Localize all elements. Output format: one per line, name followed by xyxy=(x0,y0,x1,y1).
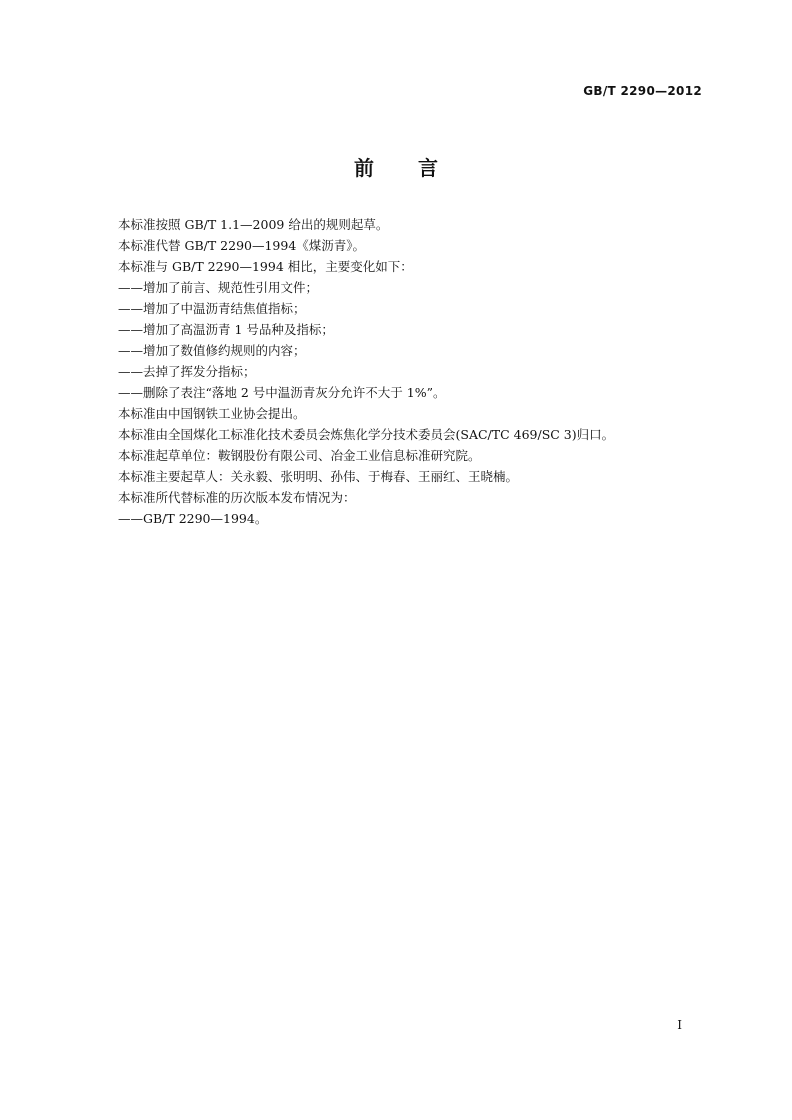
body-line: 本标准起草单位：鞍钢股份有限公司、冶金工业信息标准研究院。 xyxy=(118,448,481,463)
change-item: ——增加了中温沥青结焦值指标； xyxy=(118,301,306,316)
change-item: ——增加了前言、规范性引用文件； xyxy=(118,280,319,295)
history-item: ——GB/T 2290—1994。 xyxy=(118,511,268,526)
preface-body xyxy=(118,214,708,529)
body-line: 本标准代替 GB/T 2290—1994《煤沥青》。 xyxy=(118,238,366,253)
page-number: I xyxy=(677,1018,682,1032)
page-title: 前言 xyxy=(354,156,482,180)
body-line: 本标准所代替标准的历次版本发布情况为： xyxy=(118,490,356,505)
change-item: ——去掉了挥发分指标； xyxy=(118,364,256,379)
change-item: ——增加了高温沥青 1 号品种及指标； xyxy=(118,322,334,337)
body-line: 本标准主要起草人：关永毅、张明明、孙伟、于梅春、王丽红、王晓楠。 xyxy=(118,469,519,484)
standard-code: GB/T 2290—2012 xyxy=(583,84,702,98)
body-line: 本标准由全国煤化工标准化技术委员会炼焦化学分技术委员会(SAC/TC 469/SC 3)归口。 xyxy=(118,427,615,442)
body-line: 本标准由中国钢铁工业协会提出。 xyxy=(118,406,306,421)
change-item: ——删除了表注“落地 2 号中温沥青灰分允许不大于 1%”。 xyxy=(118,385,446,400)
body-line: 本标准按照 GB/T 1.1—2009 给出的规则起草。 xyxy=(118,217,389,232)
body-line: 本标准与 GB/T 2290—1994 相比，主要变化如下： xyxy=(118,259,413,274)
change-item: ——增加了数值修约规则的内容； xyxy=(118,343,306,358)
